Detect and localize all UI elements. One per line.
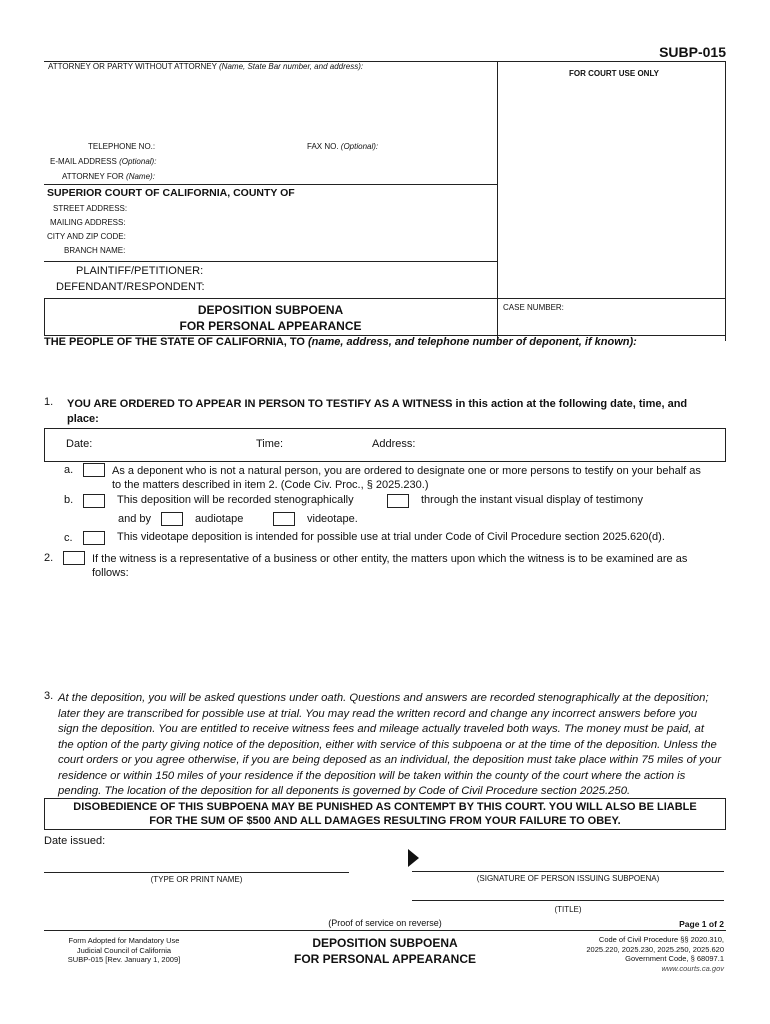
item1a-label: a. <box>64 464 74 476</box>
signature-line[interactable] <box>412 871 724 872</box>
audiotape-checkbox[interactable] <box>161 512 183 526</box>
item3-line: residence or within 150 miles of your residence if the deposition will be taken within the county of the court where the action is <box>58 769 686 782</box>
telephone-label: TELEPHONE NO.: <box>88 142 156 151</box>
city-zip-label: CITY AND ZIP CODE: <box>47 232 126 241</box>
parties-top-rule <box>44 261 497 262</box>
stenographic-checkbox[interactable] <box>83 494 105 508</box>
footer-left: Form Adopted for Mandatory Use Judicial Council of California SUBP-015 [Rev. January 1, 2009] <box>67 936 181 964</box>
date-label: Date: <box>66 438 93 450</box>
item3-line: pending. The location of the deposition for all deponents is governed by Code of Civil Procedure section 2025.250. <box>58 785 631 797</box>
court-title: SUPERIOR COURT OF CALIFORNIA, COUNTY OF <box>47 187 295 199</box>
plaintiff-label: PLAINTIFF/PETITIONER: <box>76 265 204 277</box>
branch-label: BRANCH NAME: <box>64 246 126 255</box>
court-use-label: FOR COURT USE ONLY <box>569 69 659 78</box>
audiotape-text: audiotape <box>195 513 244 525</box>
mailing-label: MAILING ADDRESS: <box>50 218 126 227</box>
signature-arrow-icon <box>408 849 419 867</box>
defendant-label: DEFENDANT/RESPONDENT: <box>56 281 205 293</box>
courts-website-link[interactable]: www.courts.ca.gov <box>661 963 724 973</box>
court-top-rule <box>44 184 497 185</box>
date-issued-label: Date issued: <box>44 835 106 847</box>
videotape-checkbox[interactable] <box>273 512 295 526</box>
form-title: DEPOSITION SUBPOENA FOR PERSONAL APPEARANCE <box>179 303 362 333</box>
item3-line: later they are transcribed for possible use at trial. You may read the written record and change any incorrect answers before you <box>58 707 698 720</box>
item2-text: If the witness is a representative of a business or other entity, the matters upon which the witness is to be examined are as follows: <box>92 553 688 579</box>
stenographic-text: This deposition will be recorded stenographically <box>117 494 354 506</box>
item1c-label: c. <box>64 532 73 544</box>
page-number: Page 1 of 2 <box>679 919 724 929</box>
item3-paragraph <box>58 691 721 800</box>
item1-number: 1. <box>44 396 54 408</box>
item1-text: YOU ARE ORDERED TO APPEAR IN PERSON TO TESTIFY AS A WITNESS in this action at the following date, time, and place: <box>67 398 688 425</box>
item2-checkbox[interactable] <box>63 551 85 565</box>
title-top-rule <box>44 298 726 299</box>
header-right-border <box>725 61 726 341</box>
item3-line: court orders or you agree otherwise, if you are being deposed as an individual, the deposition must take place within 75 miles of your <box>58 754 722 766</box>
signature-label: (SIGNATURE OF PERSON ISSUING SUBPOENA) <box>476 874 660 883</box>
item3-line: the option of the party giving notice of the deposition, either with service of this subpoena or at the time of the deposition. Unless the <box>58 738 717 751</box>
item1c-checkbox[interactable] <box>83 531 105 545</box>
instant-display-text: through the instant visual display of testimony <box>421 494 643 506</box>
address-label: Address: <box>372 438 416 450</box>
time-label: Time: <box>256 438 284 450</box>
warning-text: DISOBEDIENCE OF THIS SUBPOENA MAY BE PUNISHED AS CONTEMPT BY THIS COURT. YOU WILL ALSO BE LIABLE FOR THE SUM OF $500 AND ALL DAMAGES RESULTING FROM YOUR FAILURE TO OBEY. <box>73 801 697 827</box>
item1a-text: As a deponent who is not a natural person, you are ordered to designate one or more persons to testify on your behalf as to the matters described in item 2. (Code Civ. Proc., § 2025.230.) <box>112 465 701 491</box>
case-number-label: CASE NUMBER: <box>503 303 564 312</box>
email-label: E-MAIL ADDRESS (Optional): <box>50 157 157 166</box>
fax-label: FAX NO. (Optional): <box>307 142 379 151</box>
title-line[interactable] <box>412 900 724 901</box>
attorney-for-label: ATTORNEY FOR (Name): <box>62 172 155 181</box>
item2-number: 2. <box>44 552 54 564</box>
item3-line: sign the deposition. You are entitled to receive witness fees and mileage actually traveled both ways. The money must be paid, at <box>58 723 704 735</box>
title-label: (TITLE) <box>554 905 582 914</box>
item3-line: At the deposition, you will be asked questions under oath. Questions and answers are recorded stenographically at the deposition; <box>58 692 709 704</box>
header-divider <box>497 61 498 341</box>
item3-number: 3. <box>44 690 54 702</box>
and-by-text: and by <box>118 513 152 525</box>
attorney-label: ATTORNEY OR PARTY WITHOUT ATTORNEY (Name, State Bar number, and address): <box>48 62 364 71</box>
footer-top-rule <box>44 930 726 931</box>
footer-title: DEPOSITION SUBPOENA FOR PERSONAL APPEARANCE <box>293 936 477 966</box>
footer-right: Code of Civil Procedure §§ 2020.310, 2025.220, 2025.230, 2025.250, 2025.620 Government Code, § 68097.1 www.courts.ca.gov <box>586 935 724 973</box>
form-id: SUBP-015 <box>659 44 726 60</box>
instant-display-checkbox[interactable] <box>387 494 409 508</box>
proof-of-service-note: (Proof of service on reverse) <box>328 918 442 928</box>
people-line: THE PEOPLE OF THE STATE OF CALIFORNIA, TO (name, address, and telephone number of deponent, if known): <box>44 336 637 348</box>
name-line[interactable] <box>44 872 349 873</box>
type-name-label: (TYPE OR PRINT NAME) <box>150 875 243 884</box>
item1b-label: b. <box>64 494 74 506</box>
item1c-text: This videotape deposition is intended for possible use at trial under Code of Civil Procedure section 2025.620(d). <box>117 531 665 543</box>
videotape-text: videotape. <box>307 513 358 525</box>
item1a-checkbox[interactable] <box>83 463 105 477</box>
street-label: STREET ADDRESS: <box>53 204 128 213</box>
